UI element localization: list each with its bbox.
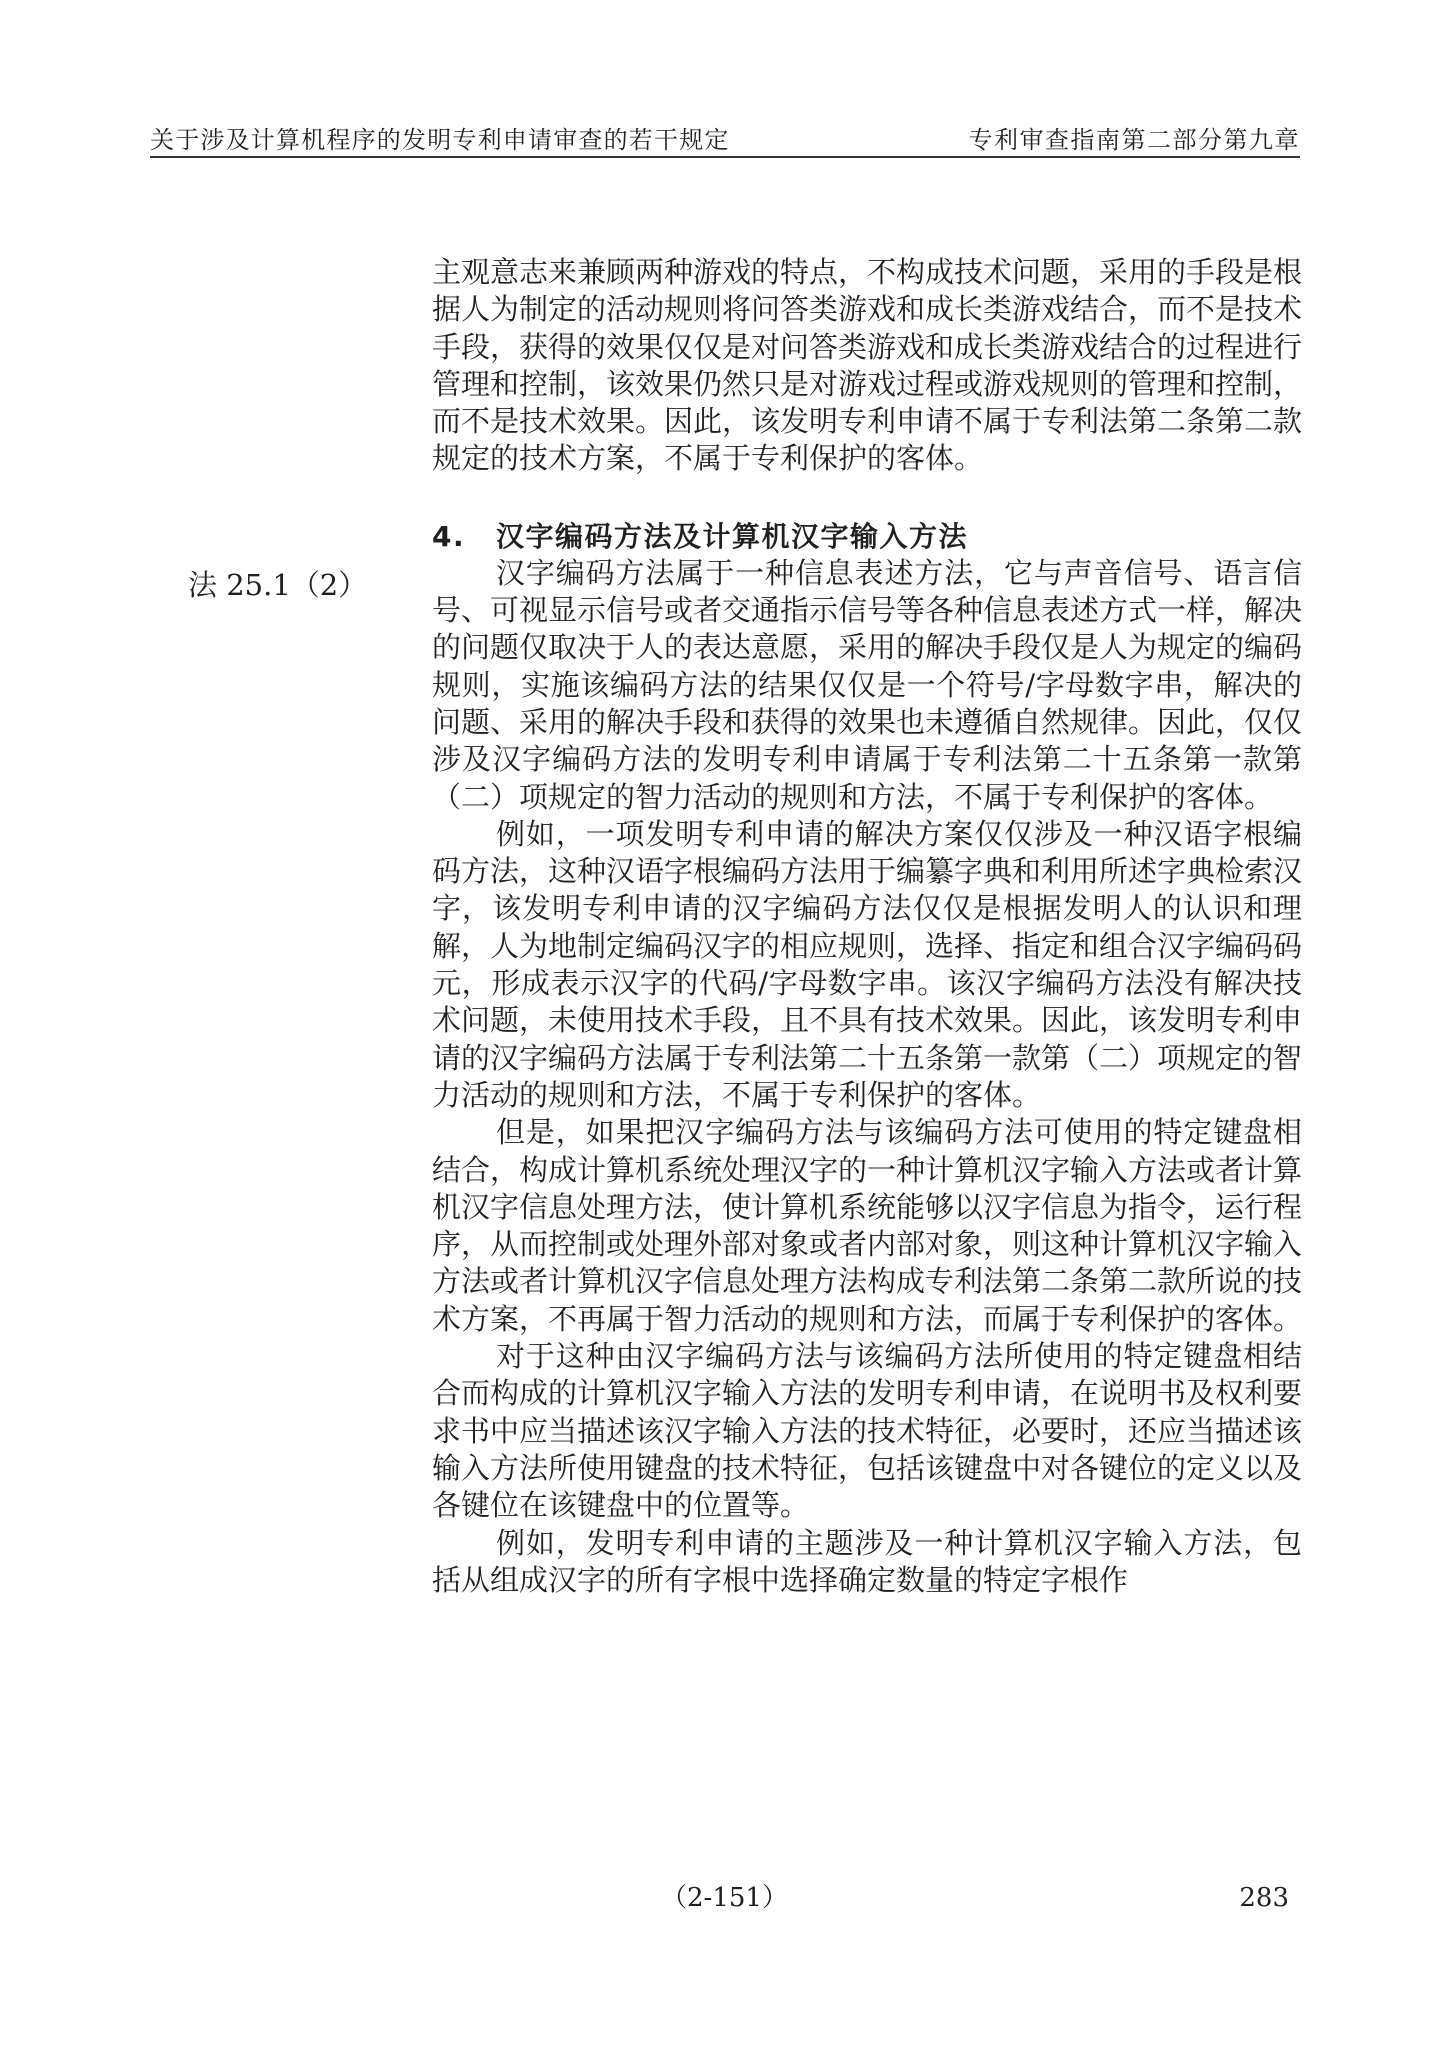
section-paragraph: 但是，如果把汉字编码方法与该编码方法可使用的特定键盘相结合，构成计算机系统处理汉字的一种计算机汉字输入方法或者计算机汉字信息处理方法，使计算机系统能够以汉字信息为指令，运行程序，从而控制或处理外部对象或者内部对象，则这种计算机汉字输入方法或者计算机汉字信息处理方法构成专利法第二条第二款所说的技术方案，不再属于智力活动的规则和方法，而属于专利保护的客体。 xyxy=(432,1115,1303,1336)
main-content xyxy=(432,254,1302,1599)
section-paragraph: 汉字编码方法属于一种信息表述方法，它与声音信号、语言信号、可视显示信号或者交通指示信号等各种信息表述方式一样，解决的问题仅取决于人的表达意愿，采用的解决手段仅是人为规定的编码规则，实施该编码方法的结果仅仅是一个符号/字母数字串，解决的问题、采用的解决手段和获得的效果也未遵循自然规律。因此，仅仅涉及汉字编码方法的发明专利申请属于专利法第二十五条第一款第（二）项规定的智力活动的规则和方法，不属于专利保护的客体。 xyxy=(432,555,1303,814)
section-paragraph: 对于这种由汉字编码方法与该编码方法所使用的特定键盘相结合而构成的计算机汉字输入方法的发明专利申请，在说明书及权利要求书中应当描述该汉字输入方法的技术特征，必要时，还应当描述该输入方法所使用键盘的技术特征，包括该键盘中对各键位的定义以及各键位在该键盘中的位置等。 xyxy=(432,1339,1303,1523)
footer-page-number: 283 xyxy=(1239,1883,1289,1913)
header-chapter-title: 专利审查指南第二部分第九章 xyxy=(968,126,1300,154)
page-header xyxy=(150,118,1300,158)
intro-paragraph: 主观意志来兼顾两种游戏的特点，不构成技术问题，采用的手段是根据人为制定的活动规则将问答类游戏和成长类游戏结合，而不是技术手段，获得的效果仅仅是对问答类游戏和成长类游戏结合的过程进行管理和控制，该效果仍然只是对游戏过程或游戏规则的管理和控制，而不是技术效果。因此，该发明专利申请不属于专利法第二条第二款规定的技术方案，不属于专利保护的客体。 xyxy=(432,255,1303,476)
footer-section-page: （2-151） xyxy=(661,1883,788,1913)
section-title: 汉字编码方法及计算机汉字输入方法 xyxy=(496,519,969,553)
section-paragraph: 例如，一项发明专利申请的解决方案仅仅涉及一种汉语字根编码方法，这种汉语字根编码方法用于编纂字典和利用所述字典检索汉字，该发明专利申请的汉字编码方法仅仅是根据发明人的认识和理解，人为地制定编码汉字的相应规则，选择、指定和组合汉字编码码元，形成表示汉字的代码/字母数字串。该汉字编码方法没有解决技术问题，未使用技术手段，且不具有技术效果。因此，该发明专利申请的汉字编码方法属于专利法第二十五条第一款第（二）项规定的智力活动的规则和方法，不属于专利保护的客体。 xyxy=(432,816,1303,1112)
section-4 xyxy=(432,518,1302,1599)
header-document-title: 关于涉及计算机程序的发明专利申请审查的若干规定 xyxy=(150,126,730,154)
section-heading xyxy=(432,518,1302,555)
margin-law-reference: 法 25.1（2） xyxy=(188,568,368,602)
section-paragraph: 例如，发明专利申请的主题涉及一种计算机汉字输入方法，包括从组成汉字的所有字根中选择确定数量的特定字根作 xyxy=(432,1525,1302,1597)
section-number: 4. xyxy=(432,519,466,553)
